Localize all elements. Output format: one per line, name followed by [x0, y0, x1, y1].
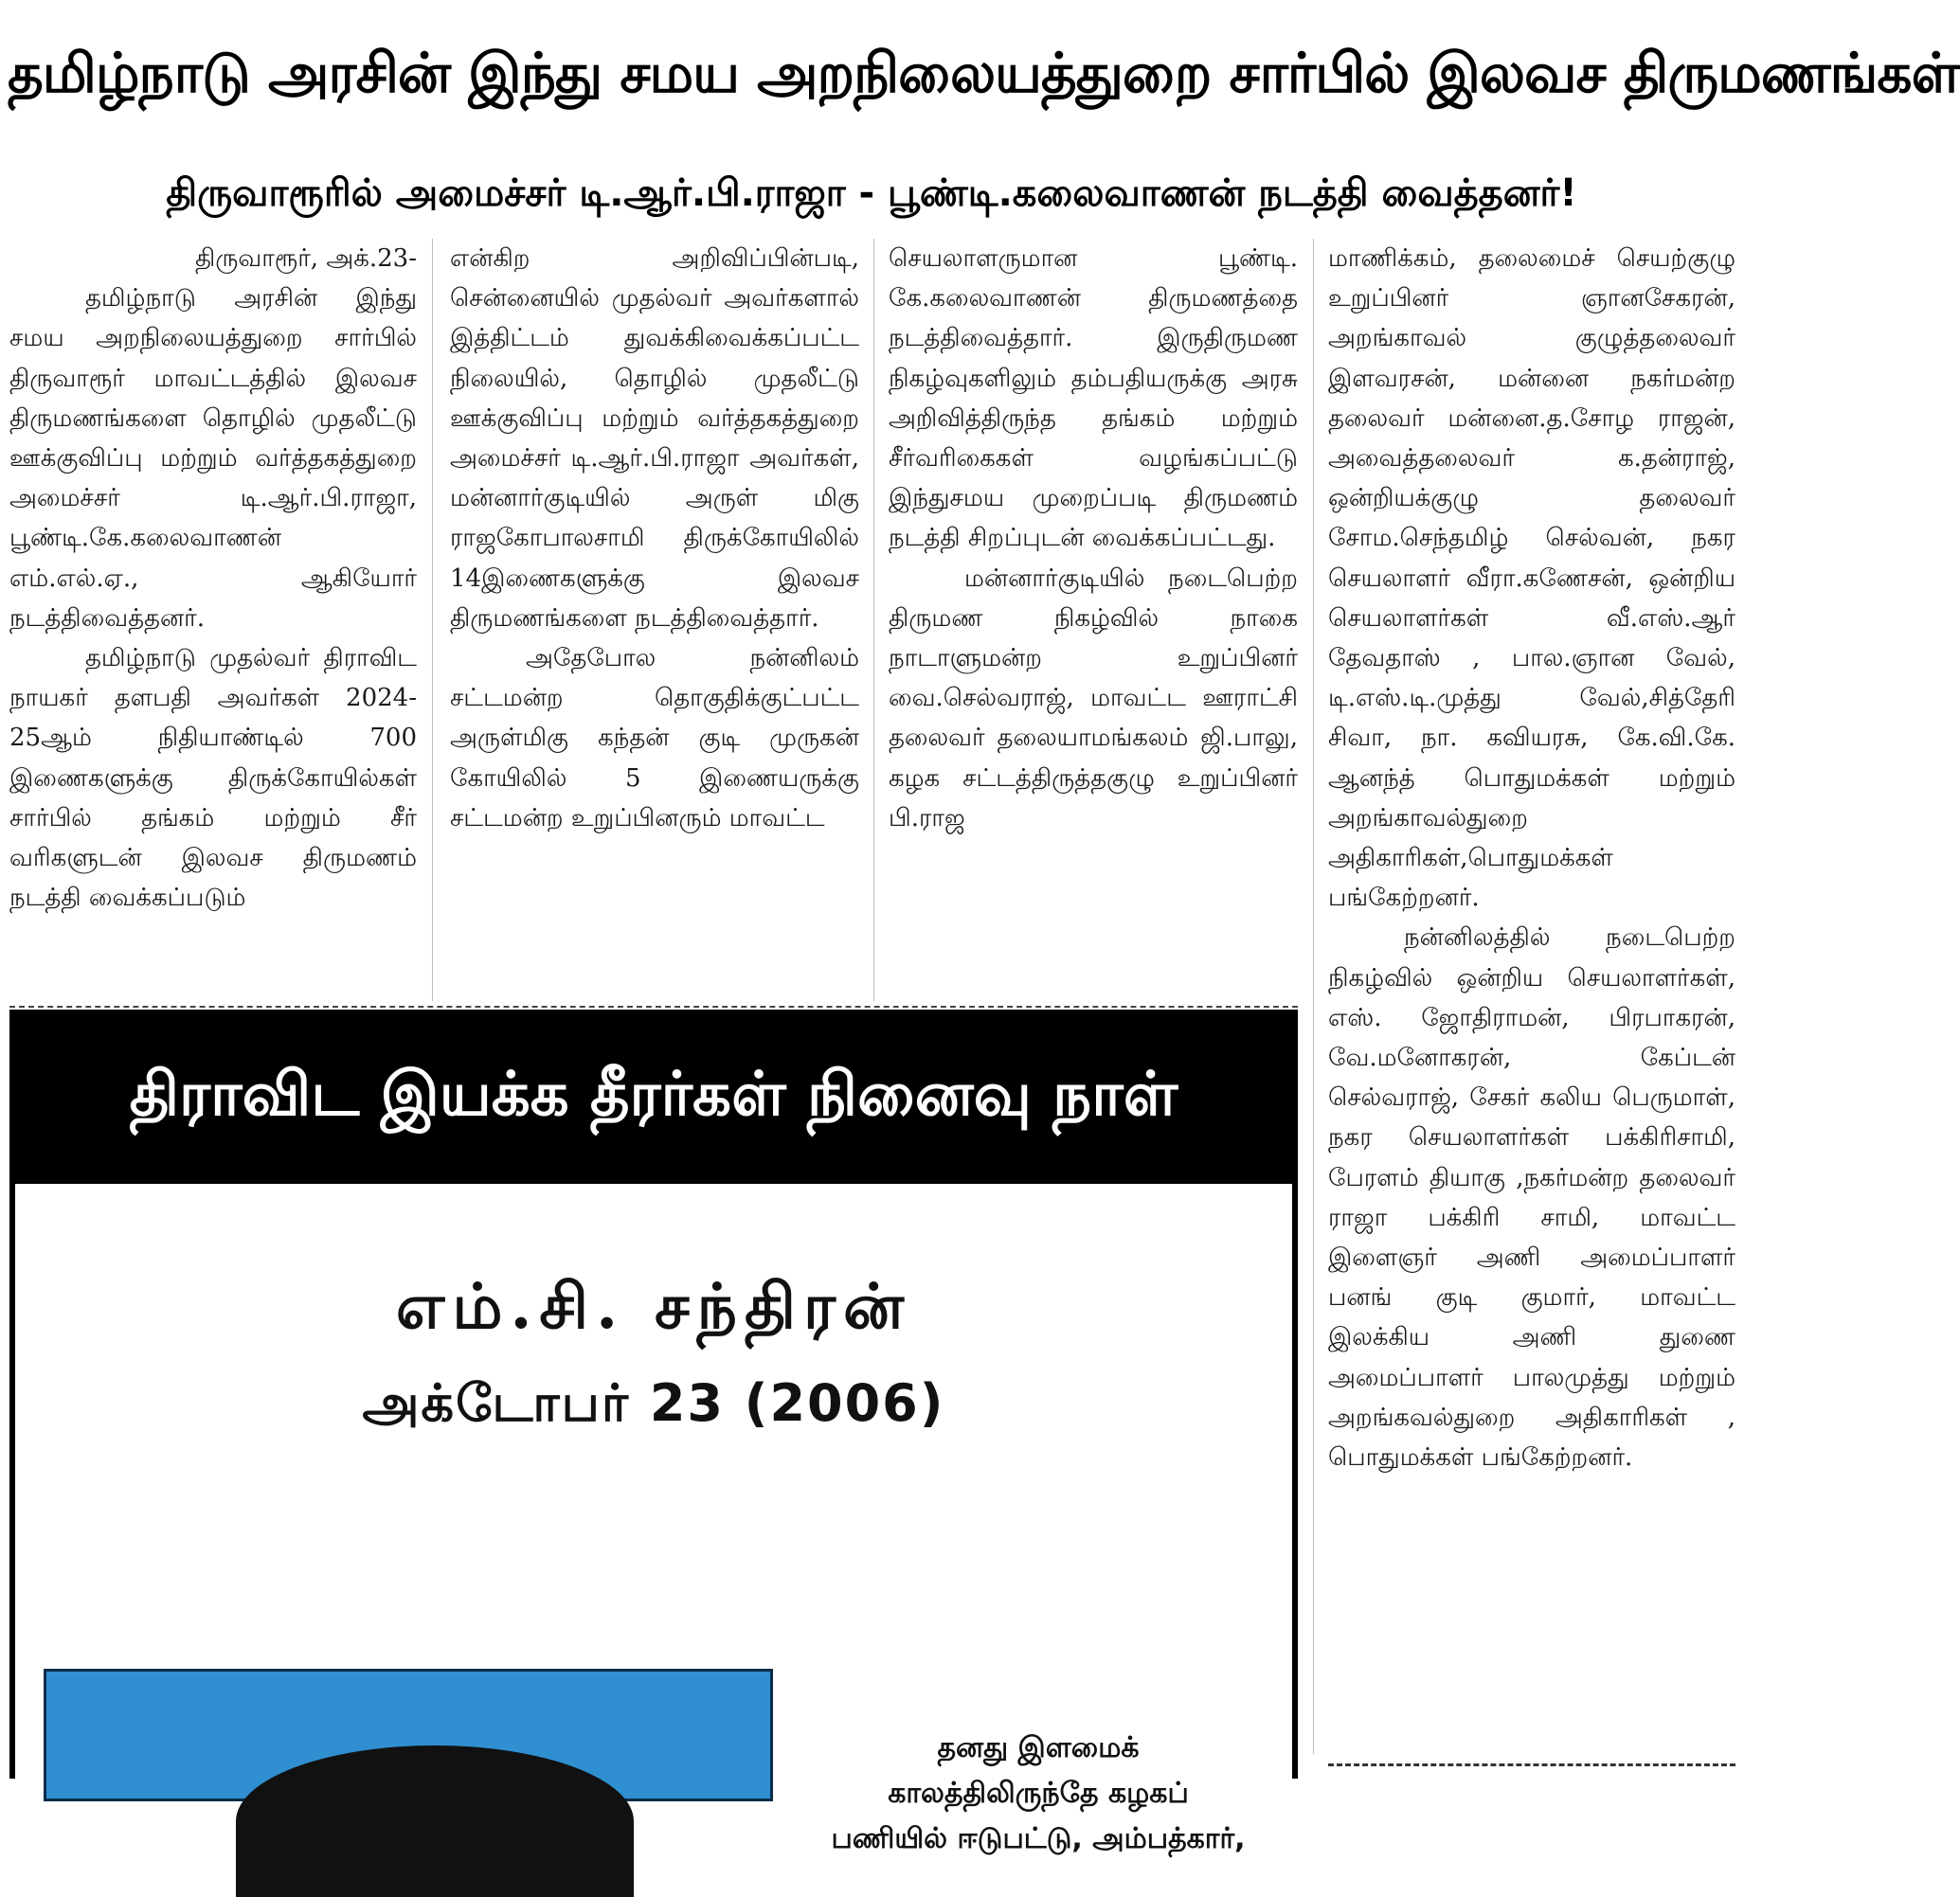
tribute-line: தனது இளமைக்	[937, 1731, 1140, 1764]
article-paragraph: தமிழ்நாடு அரசின் இந்து சமய அறநிலையத்துறை சார்பில் திருவாரூர் மாவட்டத்தில் இலவச திருமணங்களை தொழில் முதலீட்டு ஊக்குவிப்பு மற்றும் வர்த்தகத்துறை அமைச்சர் டி.ஆர்.பி.ராஜா, பூண்டி.கே.கலைவாணன் எம்.எல்.ஏ., ஆகியோர் நடத்திவைத்தனர்.	[9, 284, 417, 633]
column-divider	[432, 239, 433, 1001]
portrait-head-silhouette	[236, 1745, 634, 1897]
article-paragraph: அதேபோல நன்னிலம் சட்டமன்ற தொகுதிக்குட்பட்ட அருள்மிகு கந்தன் குடி முருகன் கோயிலில் 5 இணையருக்கு சட்டமன்ற உறுப்பினரும் மாவட்ட	[450, 644, 859, 832]
main-headline: தமிழ்நாடு அரசின் இந்து சமய அறநிலையத்துறை சார்பில் இலவச திருமணங்கள்	[8, 41, 1960, 105]
article-column-1	[9, 239, 417, 1001]
memorial-panel	[15, 1184, 1292, 1855]
tribute-line: பணியில் ஈடுபட்டு, அம்பத்கார்,	[831, 1822, 1246, 1855]
article-paragraph: மன்னார்குடியில் நடைபெற்ற திருமண நிகழ்வில் நாகை நாடாளுமன்ற உறுப்பினர் வை.செல்வராஜ், மாவட்ட ஊராட்சி தலைவர் தலையாமங்கலம் ஜி.பாலு, கழக சட்டத்திருத்தகுழு உறுப்பினர் பி.ராஜ	[889, 564, 1298, 832]
memorial-title: திராவிட இயக்க தீரர்கள் நினைவு நாள்	[129, 1060, 1178, 1130]
memorial-box	[9, 1010, 1298, 1855]
article-paragraph: மாணிக்கம், தலைமைச் செயற்குழு உறுப்பினர் ஞானசேகரன், அறங்காவல் குழுத்தலைவர் இளவரசன், மன்னை நகர்மன்ற தலைவர் மன்னை.த.சோழ ராஜன், அவைத்தலைவர் க.தன்ராஜ், ஒன்றியக்குழு தலைவர் சோம.செந்தமிழ் செல்வன், நகர செயலாளர் வீரா.கணேசன், ஒன்றிய செயலாளர்கள் வீ.எஸ்.ஆர் தேவதாஸ் , பால.ஞான வேல், டி.எஸ்.டி.முத்து வேல்,சித்தேரி சிவா, நா. கவியரசு, கே.வி.கே. ஆனந்த் பொதுமக்கள் மற்றும் அறங்காவல்துறை அதிகாரிகள்,பொதுமக்கள் பங்கேற்றனர்.	[1328, 244, 1735, 913]
article-paragraph: தமிழ்நாடு முதல்வர் திராவிட நாயகர் தளபதி அவர்கள் 2024-25ஆம் நிதியாண்டில் 700 இணைகளுக்கு திருக்கோயில்கள் சார்பில் தங்கம் மற்றும் சீர் வரிகளுடன் இலவச திருமணம் நடத்தி வைக்கப்படும்	[9, 644, 417, 913]
article-paragraph: என்கிற அறிவிப்பின்படி, சென்னையில் முதல்வர் அவர்களால் இத்திட்டம் துவக்கிவைக்கப்பட்ட நிலையில், தொழில் முதலீட்டு ஊக்குவிப்பு மற்றும் வர்த்தகத்துறை அமைச்சர் டி.ஆர்.பி.ராஜா அவர்கள், மன்னார்குடியில் அருள் மிகு ராஜகோபாலசாமி திருக்கோயிலில் 14இணைகளுக்கு இலவச திருமணங்களை நடத்திவைத்தார்.	[450, 244, 859, 633]
tribute-text	[792, 1726, 1285, 1862]
portrait-photo	[44, 1669, 773, 1801]
article-end-rule	[1328, 1763, 1735, 1766]
person-name: எம்.சி. சந்திரன்	[395, 1269, 912, 1343]
article-column-3	[889, 239, 1298, 1001]
tribute-line: காலத்திலிருந்தே கழகப்	[888, 1777, 1189, 1810]
memorial-date: அக்டோபர் 23 (2006)	[362, 1373, 945, 1433]
article-column-4	[1328, 239, 1735, 1754]
article-paragraph: செயலாளருமான பூண்டி. கே.கலைவாணன் திருமணத்தை நடத்திவைத்தார். இருதிருமண நிகழ்வுகளிலும் தம்பதியருக்கு அரசு அறிவித்திருந்த தங்கம் மற்றும் சீர்வரிகைகள் வழங்கப்பட்டு இந்துசமய முறைப்படி திருமணம் நடத்தி சிறப்புடன் வைக்கப்பட்டது.	[889, 244, 1298, 553]
article-paragraph: நன்னிலத்தில் நடைபெற்ற நிகழ்வில் ஒன்றிய செயலாளர்கள், எஸ். ஜோதிராமன், பிரபாகரன், வே.மனோகரன், கேப்டன் செல்வராஜ், சேகர் கலிய பெருமாள், நகர செயலாளர்கள் பக்கிரிசாமி, பேரளம் தியாகு ,நகர்மன்ற தலைவர் ராஜா பக்கிரி சாமி, மாவட்ட இளைஞர் அணி அமைப்பாளர் பனங் குடி குமார், மாவட்ட இலக்கிய அணி துணை அமைப்பாளர் பாலமுத்து மற்றும் அறங்கவல்துறை அதிகாரிகள் , பொதுமக்கள் பங்கேற்றனர்.	[1328, 923, 1735, 1473]
column-divider	[873, 239, 874, 1001]
dateline: திருவாரூர், அக்.23-	[194, 244, 417, 273]
section-divider	[9, 1006, 1298, 1008]
article-column-2	[450, 239, 859, 1001]
sub-headline: திருவாரூரில் அமைச்சர் டி.ஆர்.பி.ராஜா - பூண்டி.கலைவாணன் நடத்தி வைத்தனர்!	[166, 171, 1577, 215]
column-divider	[1313, 239, 1314, 1754]
